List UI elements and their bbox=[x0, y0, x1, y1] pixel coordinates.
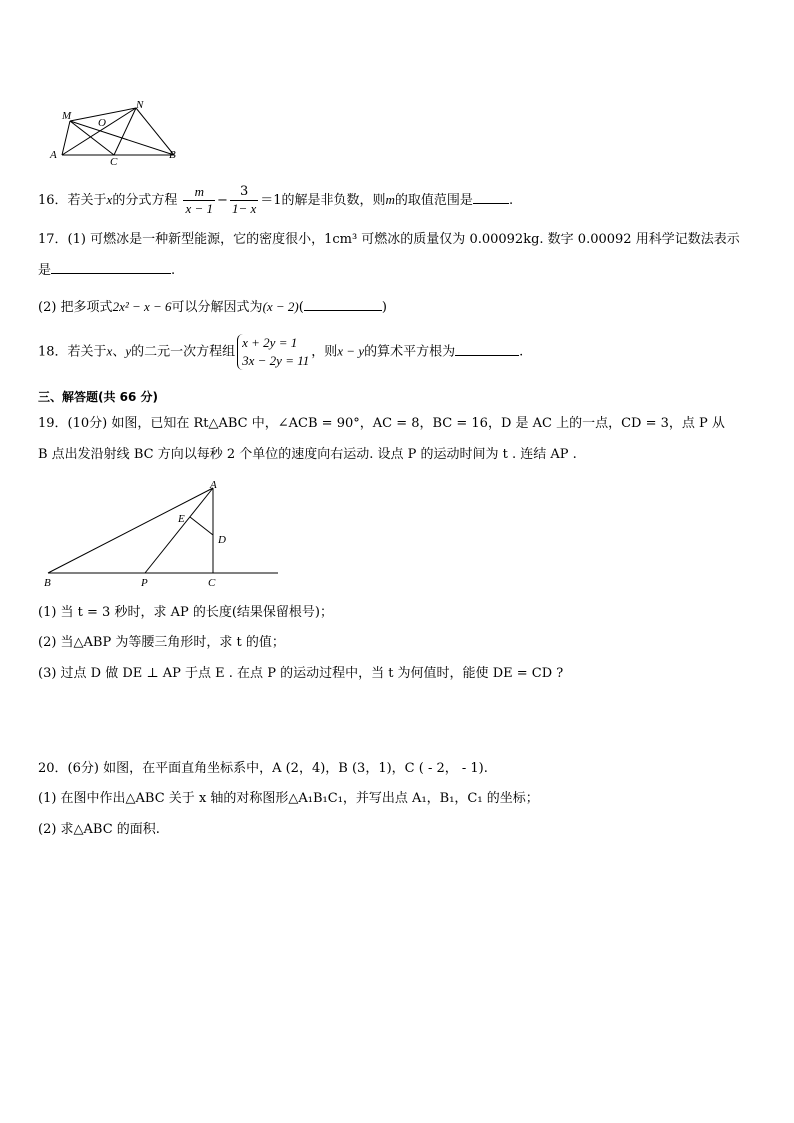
q16-answer-blank[interactable] bbox=[473, 189, 509, 204]
question-17-part2: (2) 把多项式2x² − x − 6可以分解因式为(x − 2)( ) bbox=[38, 296, 387, 317]
question-19-line2: B 点出发沿射线 BC 方向以每秒 2 个单位的速度向右运动. 设点 P 的运动时间为 t . 连结 AP . bbox=[38, 447, 577, 462]
segment-AM bbox=[62, 121, 70, 155]
question-17-line2: 是 . bbox=[38, 259, 175, 280]
label-A: A bbox=[210, 479, 217, 491]
question-20-sub2: (2) 求△ABC 的面积. bbox=[38, 822, 160, 837]
q17-answer-blank-2[interactable] bbox=[304, 296, 382, 311]
q18-answer-blank[interactable] bbox=[455, 341, 519, 356]
figure-triangle-abc bbox=[40, 478, 285, 593]
question-17-line1: 17．(1) 可燃冰是一种新型能源，它的密度很小，1cm³ 可燃冰的质量仅为 0.00092kg. 数字 0.00092 用科学记数法表示 bbox=[38, 232, 740, 247]
question-20-sub1: (1) 在图中作出△ABC 关于 x 轴的对称图形△A₁B₁C₁，并写出点 A₁，B₁，C₁ 的坐标； bbox=[38, 791, 539, 806]
segment-AP bbox=[145, 488, 213, 573]
q17-answer-blank-1[interactable] bbox=[51, 259, 171, 274]
question-19-sub1: (1) 当 t = 3 秒时，求 AP 的长度(结果保留根号)； bbox=[38, 605, 334, 620]
q16-fraction-1: $\frac{m}{x - 1}$ bbox=[185, 184, 214, 216]
label-O: O bbox=[98, 117, 106, 129]
label-D: D bbox=[218, 534, 226, 546]
section-title: 三、解答题(共 66 分) bbox=[38, 390, 159, 404]
label-B: B bbox=[44, 577, 51, 589]
question-19-sub3: (3) 过点 D 做 DE ⊥ AP 于点 E . 在点 P 的运动过程中，当 t 为何值时，能使 DE = CD ? bbox=[38, 666, 564, 681]
question-20-line1: 20．(6分) 如图，在平面直角坐标系中，A (2，4)，B (3，1)，C ( - 2， - 1). bbox=[38, 761, 488, 776]
question-16: 16．若关于x的分式方程 $\frac{m}{x - 1}$ − $\frac{3}{1- x}$ ＝1的解是非负数，则m的取值范围是 . bbox=[38, 184, 514, 216]
label-M: M bbox=[62, 110, 72, 122]
question-19-sub2: (2) 当△ABP 为等腰三角形时，求 t 的值； bbox=[38, 635, 285, 650]
figure-quadrilateral bbox=[44, 96, 194, 166]
segment-AB bbox=[48, 488, 213, 573]
label-N: N bbox=[136, 99, 144, 111]
question-18: 18．若关于x、y的二元一次方程组 x + 2y = 1 3x − 2y = 11 ，则x − y的算术平方根为 . bbox=[38, 335, 524, 368]
label-C: C bbox=[208, 577, 216, 589]
question-19-line1: 19．(10分) 如图，已知在 Rt△ABC 中，∠ACB = 90°，AC = 8，BC = 16，D 是 AC 上的一点，CD = 3，点 P 从 bbox=[38, 416, 725, 431]
q16-text: 的分式方程 bbox=[112, 193, 178, 208]
label-B: B bbox=[169, 149, 176, 161]
label-C: C bbox=[110, 156, 118, 166]
label-A: A bbox=[50, 149, 57, 161]
segment-DE bbox=[190, 517, 213, 535]
q16-fraction-2: $\frac{3}{1- x}$ bbox=[231, 184, 257, 216]
q16-var-x: x bbox=[106, 192, 113, 207]
label-E: E bbox=[178, 513, 185, 525]
segment-NB bbox=[136, 108, 174, 155]
q18-equation-system: x + 2y = 1 3x − 2y = 11 bbox=[237, 334, 309, 370]
q16-prefix: 16．若关于 bbox=[38, 193, 107, 208]
label-P: P bbox=[141, 577, 148, 589]
